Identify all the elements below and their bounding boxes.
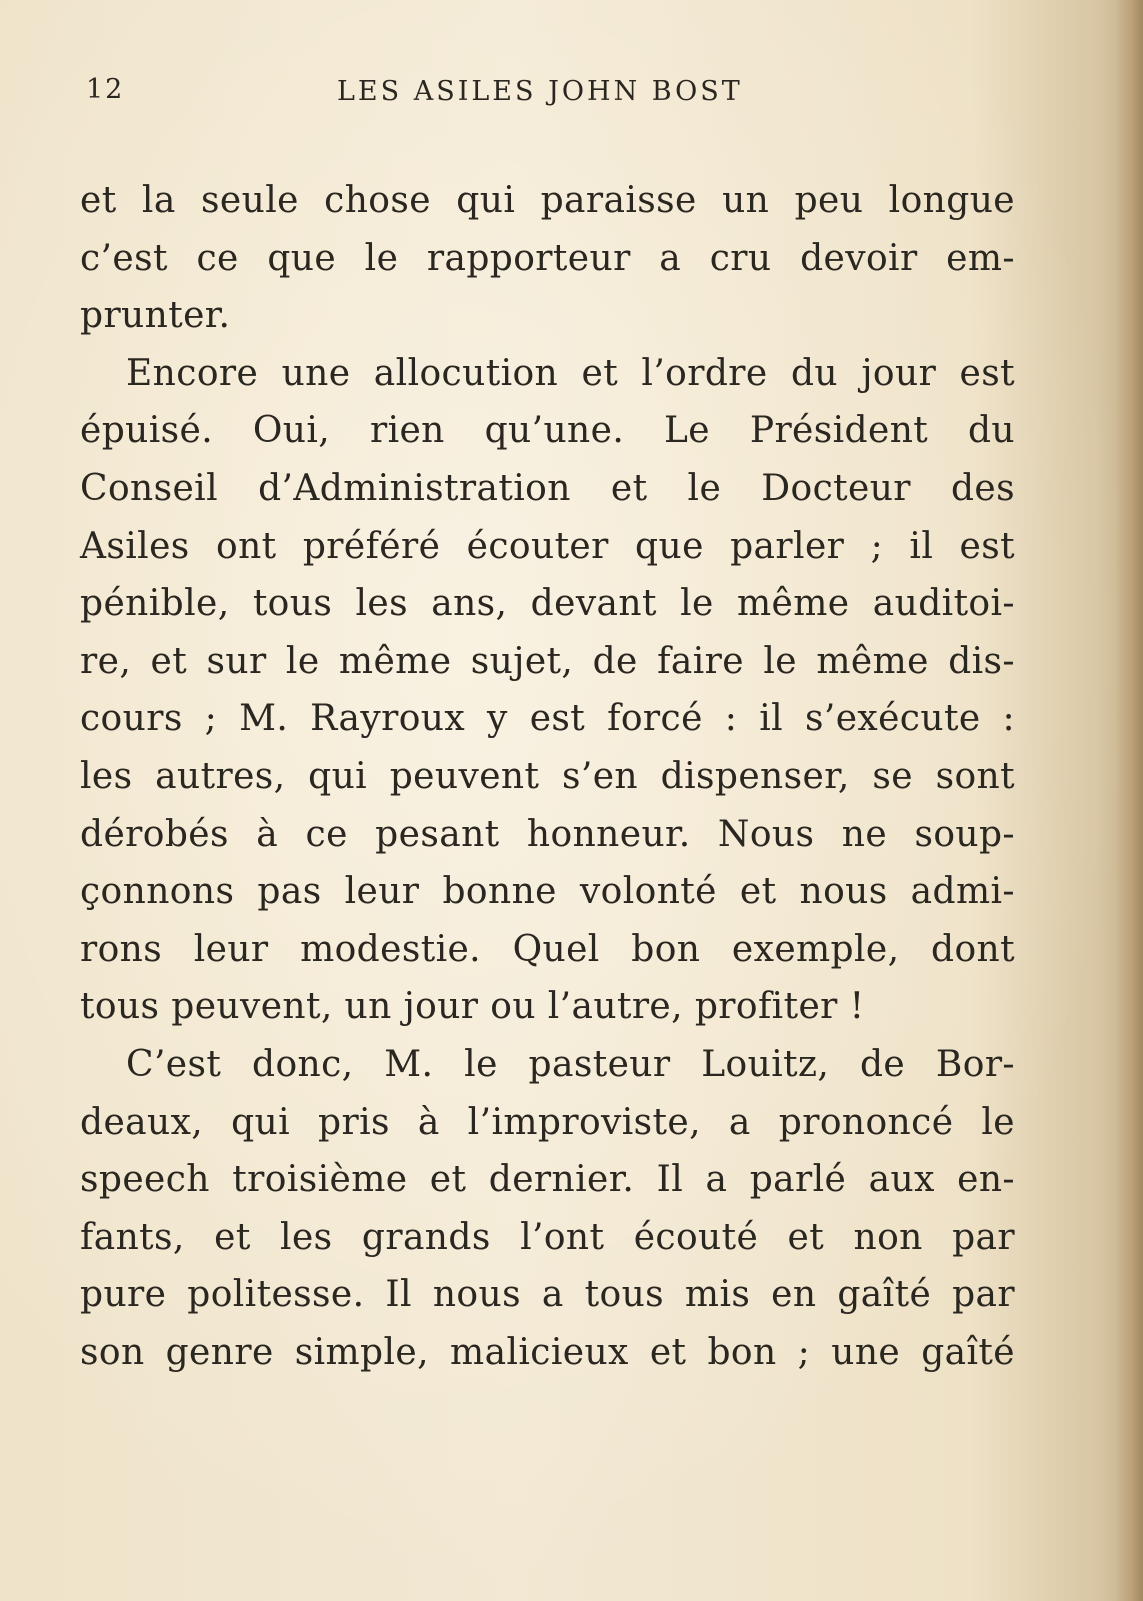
text-line: cours ; M. Rayroux y est forcé : il s’exécute : — [80, 698, 1015, 740]
text-line: fants, et les grands l’ont écouté et non par — [80, 1216, 1015, 1258]
text-line: les autres, qui peuvent s’en dispenser, se sont — [80, 755, 1015, 797]
text-line: Conseil d’Administration et le Docteur des — [80, 467, 1015, 509]
page-number: 12 — [86, 74, 125, 105]
text-line: prunter. — [80, 295, 231, 337]
text-line: deaux, qui pris à l’improviste, a prononcé le — [80, 1101, 1015, 1143]
text-line: re, et sur le même sujet, de faire le même dis- — [80, 640, 1015, 682]
text-line: et la seule chose qui paraisse un peu longue — [80, 180, 1015, 221]
text-line: dérobés à ce pesant honneur. Nous ne soup- — [80, 813, 1015, 855]
text-line: épuisé. Oui, rien qu’une. Le Président du — [80, 410, 1015, 452]
text-line: Encore une allocution et l’ordre du jour est — [126, 352, 1015, 394]
page-edge-shadow — [1115, 0, 1143, 1601]
text-line: speech troisième et dernier. Il a parlé aux en- — [80, 1159, 1015, 1201]
text-line: son genre simple, malicieux et bon ; une gaîté — [80, 1331, 1015, 1373]
text-line: Asiles ont préféré écouter que parler ; il est — [80, 525, 1015, 567]
text-line: pure politesse. Il nous a tous mis en gaîté par — [80, 1274, 1015, 1316]
text-line: C’est donc, M. le pasteur Louitz, de Bor- — [126, 1043, 1015, 1085]
text-line: tous peuvent, un jour ou l’autre, profiter ! — [80, 986, 865, 1028]
text-line: çonnons pas leur bonne volonté et nous admi- — [80, 871, 1015, 913]
text-line: c’est ce que le rapporteur a cru devoir em- — [80, 237, 1015, 279]
text-line: rons leur modestie. Quel bon exemple, dont — [80, 928, 1015, 970]
running-head — [82, 74, 1012, 114]
text-line: pénible, tous les ans, devant le même auditoi- — [80, 583, 1015, 625]
running-title: LES ASILES JOHN BOST — [337, 76, 743, 107]
body-text — [80, 172, 1015, 1381]
